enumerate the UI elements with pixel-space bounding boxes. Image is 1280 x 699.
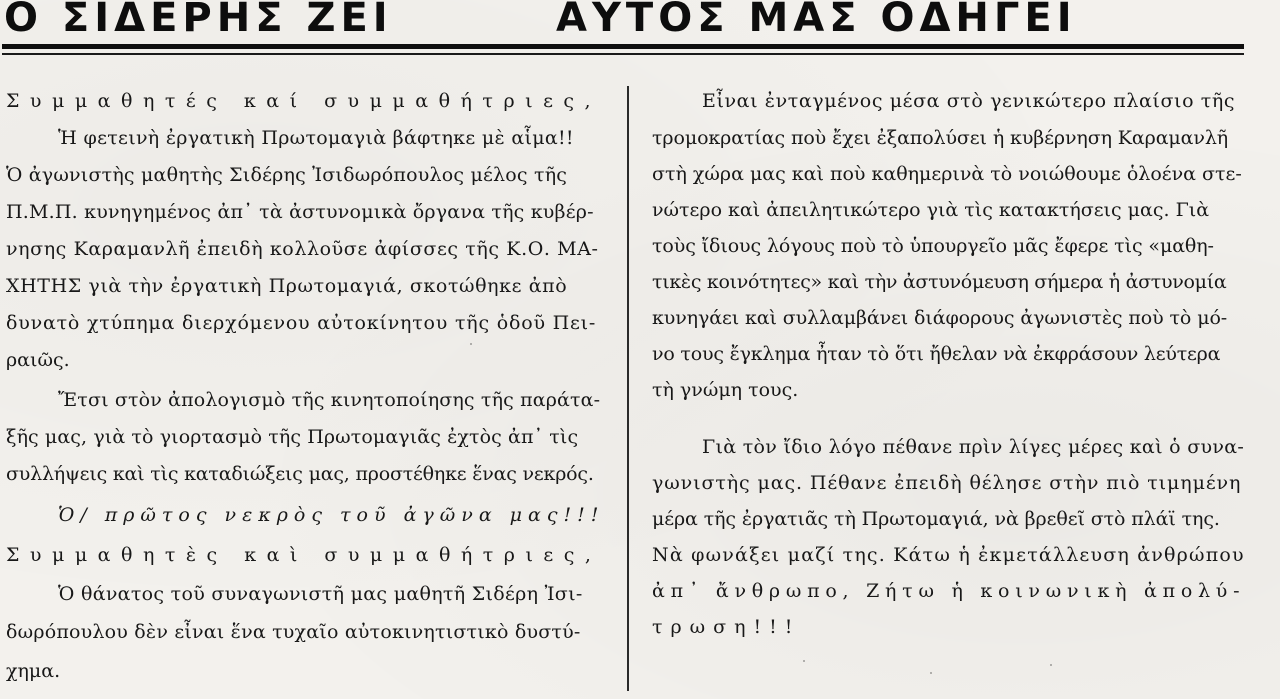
text-line: τὴ γνώμη τους. [652, 379, 799, 401]
text-line: συλλήψεις καὶ τὶς καταδιώξεις μας, προστέθηκε ἕνας νεκρός. [6, 463, 594, 485]
text-line: Συμμαθητές καί συμμαθήτριες, [6, 90, 602, 112]
column-divider [627, 86, 629, 691]
text-line: στὴ χώρα μας καὶ ποὺ καθημερινὰ τὸ νοιώθουμε ὁλοένα στε- [652, 163, 1242, 185]
text-line: δωρόπουλου δὲν εἶναι ἕνα τυχαῖο αὐτοκινητιστικὸ δυστύ- [6, 621, 581, 643]
text-line: Γιὰ τὸν ἴδιο λόγο πέθανε πρὶν λίγες μέρες καὶ ὁ συνα- [702, 436, 1245, 458]
text-line: νώτερο καὶ ἀπειλητικώτερο γιὰ τὶς κατακτήσεις μας. Γιὰ [652, 199, 1210, 221]
text-line: μέρα τῆς ἐργατιᾶς τὴ Πρωτομαγιά, νὰ βρεθεῖ στὸ πλάϊ της. [652, 508, 1220, 530]
text-line: Συμμαθητὲς καὶ συμμαθήτριες, [6, 544, 602, 566]
text-line: Ὁ/ πρῶτος νεκρὸς τοῦ ἀγῶνα μας!!! [58, 504, 605, 526]
text-line: τρωση!!! [652, 616, 801, 638]
text-line: τοὺς ἴδιους λόγους ποὺ τὸ ὑπουργεῖο μᾶς ἔφερε τὶς «μαθη- [652, 235, 1214, 257]
text-line: ραιῶς. [6, 349, 70, 371]
text-line: νο τους ἔγκλημα ἦταν τὸ ὅτι ἤθελαν νὰ ἐκφράσουν λεύτερα [652, 343, 1221, 365]
text-line: Ἔτσι στὸν ἀπολογισμὸ τῆς κινητοποίησης τῆς παράτα- [58, 389, 601, 411]
text-line: τρομοκρατίας ποὺ ἔχει ἐξαπολύσει ἡ κυβέρνηση Καραμανλῆ [652, 127, 1229, 149]
text-line: Ἡ φετεινὴ ἐργατικὴ Πρωτομαγιὰ βάφτηκε μὲ αἷμα!! [58, 127, 574, 149]
text-line: κυνηγάει καὶ συλλαμβάνει διάφορους ἀγωνιστὲς ποὺ τὸ μό- [652, 307, 1228, 329]
headline-right: ΑΥΤΟΣ ΜΑΣ ΟΔΗΓΕΙ [556, 0, 1077, 41]
headline-rule-thick [2, 44, 1244, 49]
text-line: δυνατὸ χτύπημα διερχόμενου αὐτοκίνητου τῆς ὁδοῦ Πει- [6, 312, 597, 334]
headline-rule-thin [2, 53, 1244, 55]
text-line: Νὰ φωνάξει μαζί της. Κάτω ἡ ἐκμετάλλευση ἀνθρώπου [652, 544, 1245, 566]
text-line: Π.Μ.Π. κυνηγημένος ἀπ᾽ τὰ ἀστυνομικὰ ὄργανα τῆς κυβέρ- [6, 201, 594, 223]
text-line: Ὁ ἀγωνιστὴς μαθητὴς Σιδέρης Ἰσιδωρόπουλος μέλος τῆς [6, 164, 568, 186]
headline-left: Ο ΣΙΔΕΡΗΣ ΖΕΙ [4, 0, 393, 41]
text-line: νησης Καραμανλῆ ἐπειδὴ κολλοῦσε ἀφίσσες τῆς Κ.Ο. ΜΑ- [6, 238, 599, 260]
print-speck [930, 672, 932, 674]
text-line: ἀπ᾽ ἄνθρωπο, Ζήτω ἡ κοινωνικὴ ἀπολύ- [652, 580, 1246, 602]
text-line: ξῆς μας, γιὰ τὸ γιορτασμὸ τῆς Πρωτομαγιᾶς ἐχτὸς ἀπ᾽ τὶς [6, 426, 579, 448]
text-line: χημα. [6, 660, 61, 682]
text-line: ΧΗΤΗΣ γιὰ τὴν ἐργατικὴ Πρωτομαγιά, σκοτώθηκε ἀπὸ [6, 275, 568, 297]
print-speck [470, 343, 472, 345]
text-line: Ὁ θάνατος τοῦ συναγωνιστῆ μας μαθητῆ Σιδέρη Ἰσι- [58, 583, 583, 605]
print-speck [1050, 664, 1052, 666]
text-line: τικὲς κοινότητες» καὶ τὴν ἀστυνόμευση σήμερα ἡ ἀστυνομία [652, 271, 1227, 293]
text-line: γωνιστὴς μας. Πέθανε ἐπειδὴ θέλησε στὴν πιὸ τιμημένη [652, 472, 1242, 494]
text-line: Εἶναι ἐνταγμένος μέσα στὸ γενικώτερο πλαίσιο τῆς [702, 90, 1236, 112]
print-speck [803, 660, 805, 662]
